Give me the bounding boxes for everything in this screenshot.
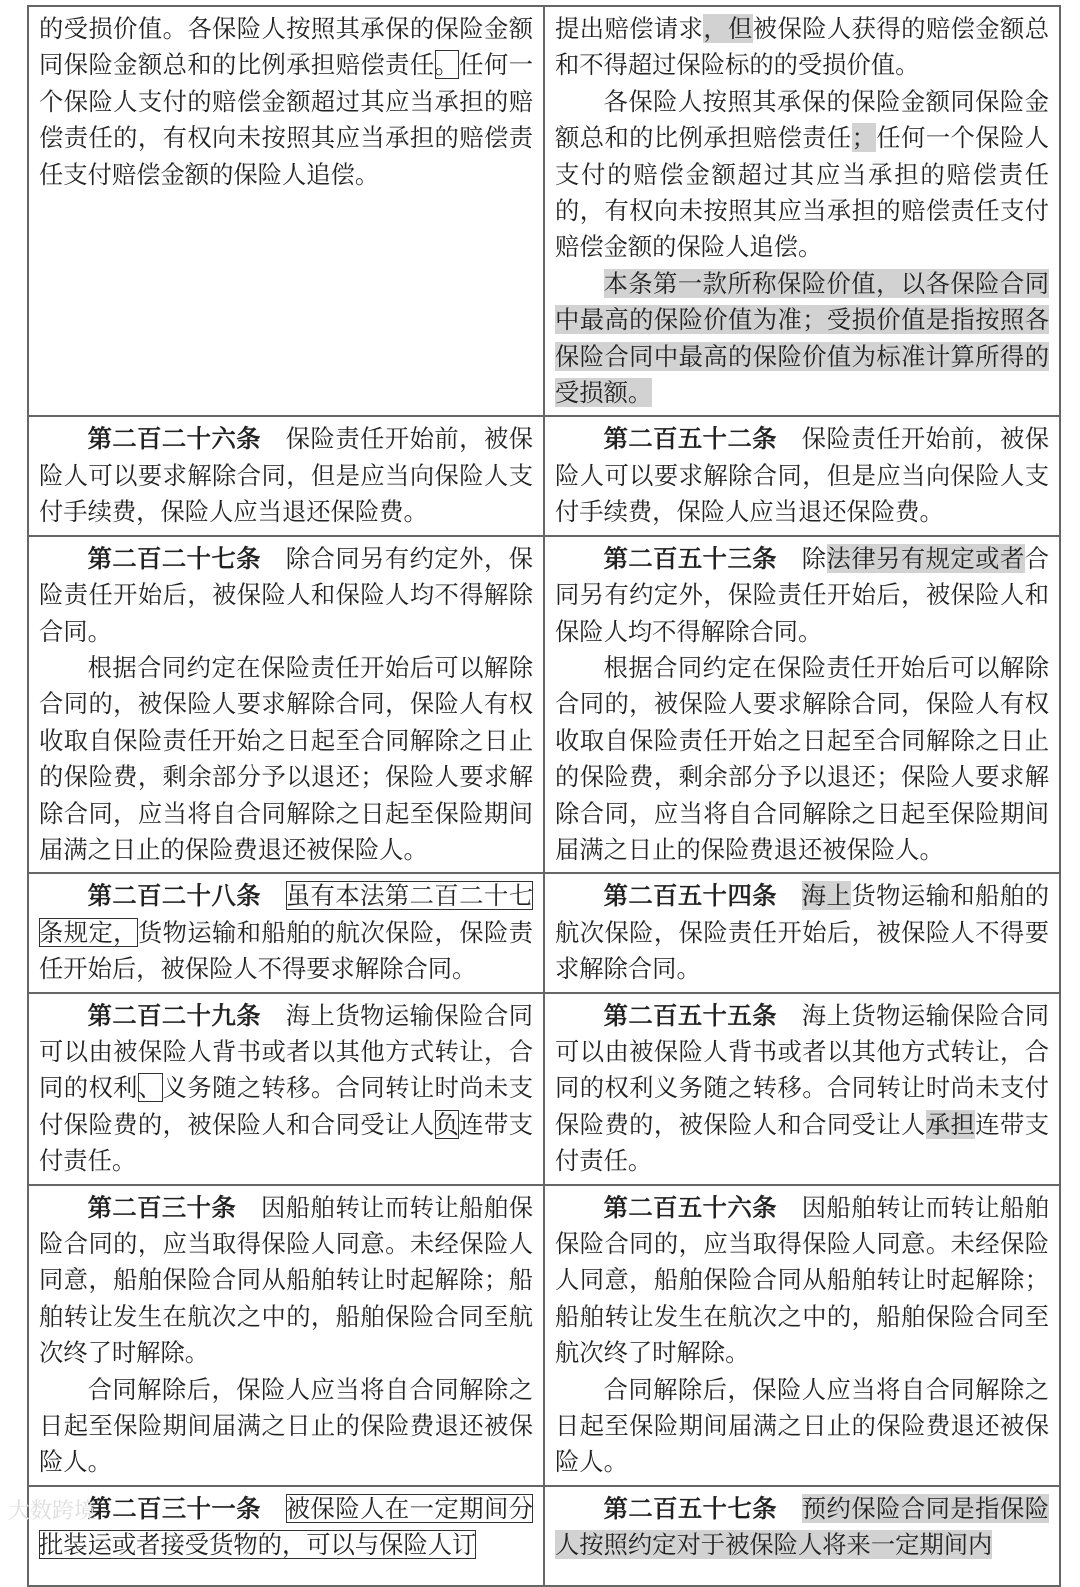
- highlighted-change: ；: [851, 123, 876, 153]
- article-row: [28, 1486, 1060, 1586]
- paragraph: [555, 266, 1049, 412]
- paragraph: [39, 541, 533, 650]
- article-row: [28, 536, 1060, 874]
- paragraph: [39, 1491, 533, 1564]
- text-segment: 合同另有约定外，保险责任开始后，被保险人和保险人均不得解除合同。: [555, 543, 1050, 646]
- paragraph: [555, 1372, 1049, 1481]
- text-segment: 保险责任开始前，被保险人可以要求解除合同，但是应当向保险人支付手续费，保险人应当退还保险费。: [39, 424, 534, 527]
- new-law-cell: [544, 6, 1060, 416]
- highlighted-change: 本条第一款所称保险价值，以各保险合同中最高的保险价值为准；受损价值是指按照各保险合同中最高的保险价值为标准计算所得的受损额。: [555, 268, 1049, 408]
- text-segment: [777, 881, 802, 910]
- text-segment: 根据合同约定在保险责任开始后可以解除合同的，被保险人要求解除合同，保险人有权收取自保险责任开始之日起至合同解除之日止的保险费，剩余部分予以退还；保险人要求解除合同，应当将自合同解除之日起至保险期间届满之日止的保险费退还被保险人。: [39, 652, 533, 864]
- boxed-change: 。: [434, 50, 460, 80]
- highlighted-change: 预约保险合同是指保险人按照约定对于被保险人将来一定期间内: [555, 1493, 1050, 1560]
- article-number: 第二百五十二条: [603, 424, 777, 454]
- highlighted-change: 承担: [925, 1109, 976, 1139]
- article-number: 第二百二十九条: [87, 1000, 261, 1030]
- highlighted-change: 海上: [801, 881, 852, 911]
- new-law-cell: [544, 873, 1060, 992]
- text-segment: 任何一个保险人支付的赔偿金额超过其应当承担的赔偿责任的，有权向未按照其应当承担的赔偿责任支付赔偿金额的保险人追偿。: [555, 123, 1050, 262]
- text-segment: 货物运输和船舶的航次保险，保险责任开始后，被保险人不得要求解除合同。: [39, 917, 534, 984]
- article-row: [28, 1185, 1060, 1486]
- highlighted-change: 法律另有规定或者: [826, 543, 1025, 573]
- text-segment: [777, 1494, 802, 1523]
- highlighted-change: ，但: [703, 14, 753, 43]
- boxed-change: 被保险人在一定期间分批装运或者接受货物的，可以与保险人订: [39, 1493, 534, 1560]
- new-law-cell: [544, 993, 1060, 1185]
- text-segment: 提出赔偿请求: [555, 14, 704, 43]
- paragraph: [39, 1372, 533, 1481]
- text-segment: 连带支付责任。: [39, 1109, 534, 1176]
- text-segment: 的受损价值。各保险人按照其承保的保险金额同保险金额总和的比例承担赔偿责任: [39, 14, 533, 80]
- text-segment: 保险责任开始前，被保险人可以要求解除合同，但是应当向保险人支付手续费，保险人应当退还保险费。: [555, 424, 1050, 527]
- text-segment: 各保险人按照其承保的保险金额同保险金额总和的比例承担赔偿责任: [555, 86, 1049, 153]
- paragraph: [555, 541, 1049, 650]
- paragraph: [39, 650, 533, 868]
- watermark: 大数跨境: [8, 1499, 97, 1524]
- old-law-cell: [28, 536, 544, 874]
- text-segment: 货物运输和船舶的航次保险，保险责任开始后，被保险人不得要求解除合同。: [555, 881, 1050, 984]
- article-row: [28, 416, 1060, 535]
- text-segment: 除合同另有约定外，保险责任开始后，被保险人和保险人均不得解除合同。: [39, 543, 534, 646]
- paragraph: [555, 421, 1049, 530]
- text-segment: 海上货物运输保险合同可以由被保险人背书或者以其他方式转让，合同的权利义务随之转移。合同转让时尚未支付保险费的，被保险人和合同受让人: [555, 1000, 1050, 1139]
- boxed-change: 、: [137, 1073, 163, 1103]
- text-segment: 被保险人获得的赔偿金额总和不得超过保险标的的受损价值。: [555, 14, 1050, 80]
- article-number: 第二百二十七条: [87, 543, 261, 573]
- paragraph: [555, 998, 1049, 1180]
- paragraph: [555, 1190, 1049, 1372]
- old-law-cell: [28, 416, 544, 535]
- article-number: 第二百二十八条: [87, 881, 261, 911]
- article-row: [28, 6, 1060, 416]
- old-law-cell: [28, 993, 544, 1185]
- article-number: 第二百五十五条: [603, 1000, 777, 1030]
- article-number: 第二百五十七条: [603, 1493, 777, 1523]
- paragraph: [555, 11, 1049, 84]
- text-segment: 因船舶转让而转让船舶保险合同的，应当取得保险人同意。未经保险人同意，船舶保险合同从船舶转让时起解除；船舶转让发生在航次之中的，船舶保险合同至航次终了时解除。: [39, 1192, 534, 1368]
- text-segment: 海上货物运输保险合同可以由被保险人背书或者以其他方式转让，合同的权利: [39, 1000, 534, 1103]
- paragraph: [555, 878, 1049, 987]
- law-comparison-table: [27, 5, 1061, 1587]
- old-law-cell: [28, 6, 544, 416]
- new-law-cell: [544, 1185, 1060, 1486]
- article-number: 第二百三十条: [87, 1192, 237, 1222]
- text-segment: 合同解除后，保险人应当将自合同解除之日起至保险期间届满之日止的保险费退还被保险人。: [39, 1374, 533, 1477]
- text-segment: 合同解除后，保险人应当将自合同解除之日起至保险期间届满之日止的保险费退还被保险人。: [555, 1374, 1049, 1477]
- text-segment: 因船舶转让而转让船舶保险合同的，应当取得保险人同意。未经保险人同意，船舶保险合同从船舶转让时起解除；船舶转让发生在航次之中的，船舶保险合同至航次终了时解除。: [555, 1192, 1050, 1368]
- text-segment: 除: [777, 543, 827, 573]
- paragraph: [39, 11, 533, 193]
- paragraph: [555, 650, 1049, 868]
- text-segment: 任何一个保险人支付的赔偿金额超过其应当承担的赔偿责任的，有权向未按照其应当承担的赔偿责任支付赔偿金额的保险人追偿。: [39, 50, 534, 189]
- article-number: 第二百三十一条: [87, 1493, 261, 1523]
- paragraph: [39, 878, 533, 987]
- old-law-cell: [28, 873, 544, 992]
- article-number: 第二百五十四条: [603, 881, 777, 911]
- article-number: 第二百五十六条: [603, 1192, 777, 1222]
- article-number: 第二百二十六条: [87, 424, 261, 454]
- article-row: [28, 993, 1060, 1185]
- new-law-cell: [544, 1486, 1060, 1586]
- article-row: [28, 873, 1060, 992]
- paragraph: [555, 1491, 1049, 1564]
- text-segment: 连带支付责任。: [555, 1109, 1050, 1176]
- new-law-cell: [544, 536, 1060, 874]
- paragraph: [39, 1190, 533, 1372]
- text-segment: 根据合同约定在保险责任开始后可以解除合同的，被保险人要求解除合同，保险人有权收取自保险责任开始之日起至合同解除之日止的保险费，剩余部分予以退还；保险人要求解除合同，应当将自合同解除之日起至保险期间届满之日止的保险费退还被保险人。: [555, 652, 1049, 864]
- text-segment: [261, 881, 286, 910]
- paragraph: [555, 84, 1049, 266]
- paragraph: [39, 421, 533, 530]
- article-number: 第二百五十三条: [603, 543, 777, 573]
- old-law-cell: [28, 1486, 544, 1586]
- text-segment: 义务随之转移。合同转让时尚未支付保险费的，被保险人和合同受让人: [39, 1073, 534, 1139]
- old-law-cell: [28, 1185, 544, 1486]
- boxed-change: 虽有本法第二百二十七条规定，: [39, 881, 534, 947]
- boxed-change: 负: [434, 1109, 460, 1139]
- paragraph: [39, 998, 533, 1180]
- text-segment: [261, 1494, 286, 1523]
- new-law-cell: [544, 416, 1060, 535]
